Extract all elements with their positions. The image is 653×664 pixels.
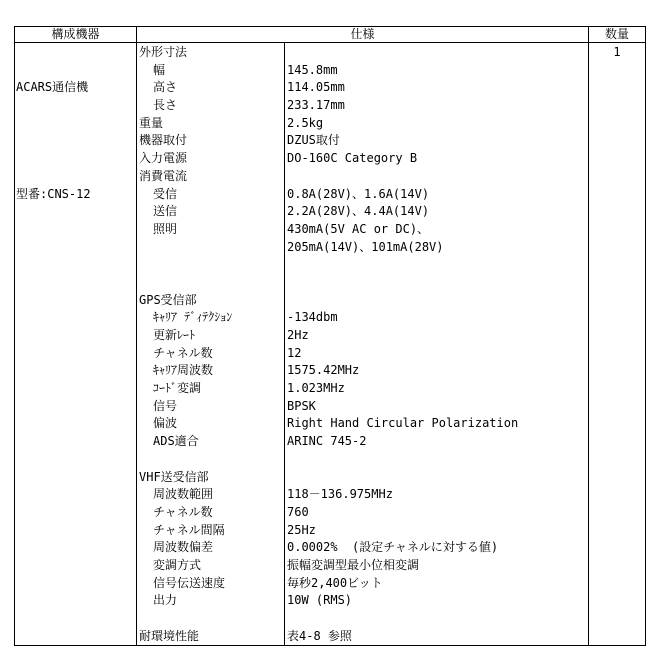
spec-label: 耐環境性能 bbox=[139, 628, 200, 643]
spec-value: 10W (RMS) bbox=[287, 593, 353, 608]
spec-value: DZUS取付 bbox=[287, 133, 340, 148]
spec-value bbox=[287, 44, 518, 62]
device-cell bbox=[16, 44, 91, 239]
spec-label: チャネル数 bbox=[153, 345, 213, 360]
spec-label: ｷｬﾘｱ ﾃﾞｨﾃｸｼｮﾝ bbox=[153, 310, 233, 325]
header-spec: 仕様 bbox=[350, 27, 375, 41]
spec-value: Right Hand Circular Polarization bbox=[287, 416, 519, 431]
spec-label: GPS受信部 bbox=[139, 292, 197, 307]
spec-value: 233.17mm bbox=[287, 98, 345, 113]
spec-value: 2.5kg bbox=[287, 115, 324, 130]
spec-value: 振幅変調型最小位相変調 bbox=[287, 557, 420, 572]
spec-label: チャネル数 bbox=[153, 504, 213, 519]
spec-label: 出力 bbox=[153, 593, 178, 608]
spec-label: 更新ﾚｰﾄ bbox=[153, 328, 196, 342]
spec-label bbox=[139, 239, 232, 257]
spec-label bbox=[139, 274, 232, 292]
spec-label: 長さ bbox=[153, 98, 178, 113]
spec-value: -134dbm bbox=[287, 310, 338, 325]
spec-value: 1575.42MHz bbox=[287, 363, 360, 378]
spec-value: 0.0002% (設定チャネルに対する値) bbox=[287, 540, 499, 555]
spec-value bbox=[287, 610, 518, 628]
spec-label: 機器取付 bbox=[139, 133, 188, 148]
spec-label: 偏波 bbox=[153, 416, 178, 431]
device-col-divider bbox=[136, 26, 137, 646]
spec-label: VHF送受信部 bbox=[139, 469, 209, 484]
spec-value bbox=[287, 469, 518, 487]
spec-value bbox=[287, 274, 518, 292]
spec-value bbox=[287, 168, 518, 186]
spec-label: ｺｰﾄﾞ変調 bbox=[153, 381, 202, 396]
spec-label: 幅 bbox=[153, 62, 166, 77]
spec-value: 2.2A(28V)、4.4A(14V) bbox=[287, 204, 430, 219]
spec-value: DO-160C Category B bbox=[287, 151, 418, 166]
spec-value: 12 bbox=[287, 345, 302, 360]
spec-value: 0.8A(28V)、1.6A(14V) bbox=[287, 186, 430, 201]
header-device: 構成機器 bbox=[51, 27, 100, 41]
quantity-value: 1 bbox=[613, 45, 621, 59]
spec-values bbox=[287, 44, 518, 645]
spec-value: 1.023MHz bbox=[287, 381, 345, 396]
spec-value: ARINC 745-2 bbox=[287, 434, 367, 449]
spec-value: 205mA(14V)、101mA(28V) bbox=[287, 239, 444, 254]
spec-label: 照明 bbox=[153, 221, 178, 236]
spec-value: 毎秒2,400ビット bbox=[287, 575, 383, 590]
device-name: ACARS通信機 bbox=[16, 80, 89, 95]
spec-label: 高さ bbox=[153, 80, 178, 95]
spec-label bbox=[139, 451, 232, 469]
spec-label: 重量 bbox=[139, 115, 164, 130]
spec-label: 信号伝送速度 bbox=[153, 575, 226, 590]
spec-value: 表4-8 参照 bbox=[287, 628, 352, 643]
spec-label: 信号 bbox=[153, 398, 178, 413]
spec-inner-divider bbox=[284, 42, 285, 646]
header-quantity: 数量 bbox=[604, 27, 629, 41]
spec-labels bbox=[139, 44, 232, 645]
spec-label bbox=[139, 610, 232, 628]
spec-label: チャネル間隔 bbox=[153, 522, 225, 537]
spec-label: 周波数偏差 bbox=[153, 540, 214, 555]
table-left-border bbox=[14, 26, 15, 646]
spec-value bbox=[287, 256, 518, 274]
spec-value: 25Hz bbox=[287, 522, 316, 537]
spec-label: 消費電流 bbox=[139, 168, 188, 183]
spec-label: 周波数範囲 bbox=[153, 487, 214, 502]
spec-label: 入力電源 bbox=[139, 151, 188, 166]
spec-label: 受信 bbox=[153, 186, 178, 201]
spec-value: 760 bbox=[287, 504, 309, 519]
spec-value bbox=[287, 292, 518, 310]
spec-value bbox=[287, 451, 518, 469]
spec-label: ｷｬﾘｱ周波数 bbox=[153, 363, 214, 378]
qty-col-divider bbox=[588, 26, 589, 646]
spec-label: 外形寸法 bbox=[139, 45, 188, 59]
spec-value: 118－136.975MHz bbox=[287, 487, 393, 502]
device-model: 型番:CNS-12 bbox=[16, 186, 91, 201]
spec-value: BPSK bbox=[287, 398, 316, 413]
device-spacer bbox=[16, 133, 91, 151]
spec-value: 114.05mm bbox=[287, 80, 345, 95]
spec-label: 変調方式 bbox=[153, 557, 202, 572]
header-bottom-border bbox=[14, 42, 645, 43]
spec-value: 2Hz bbox=[287, 328, 309, 342]
spec-label: ADS適合 bbox=[153, 434, 199, 449]
table-right-border bbox=[645, 26, 646, 646]
spec-value: 145.8mm bbox=[287, 62, 338, 77]
spec-label: 送信 bbox=[153, 204, 178, 219]
spec-value: 430mA(5V AC or DC)、 bbox=[287, 221, 430, 236]
spec-label bbox=[139, 256, 232, 274]
